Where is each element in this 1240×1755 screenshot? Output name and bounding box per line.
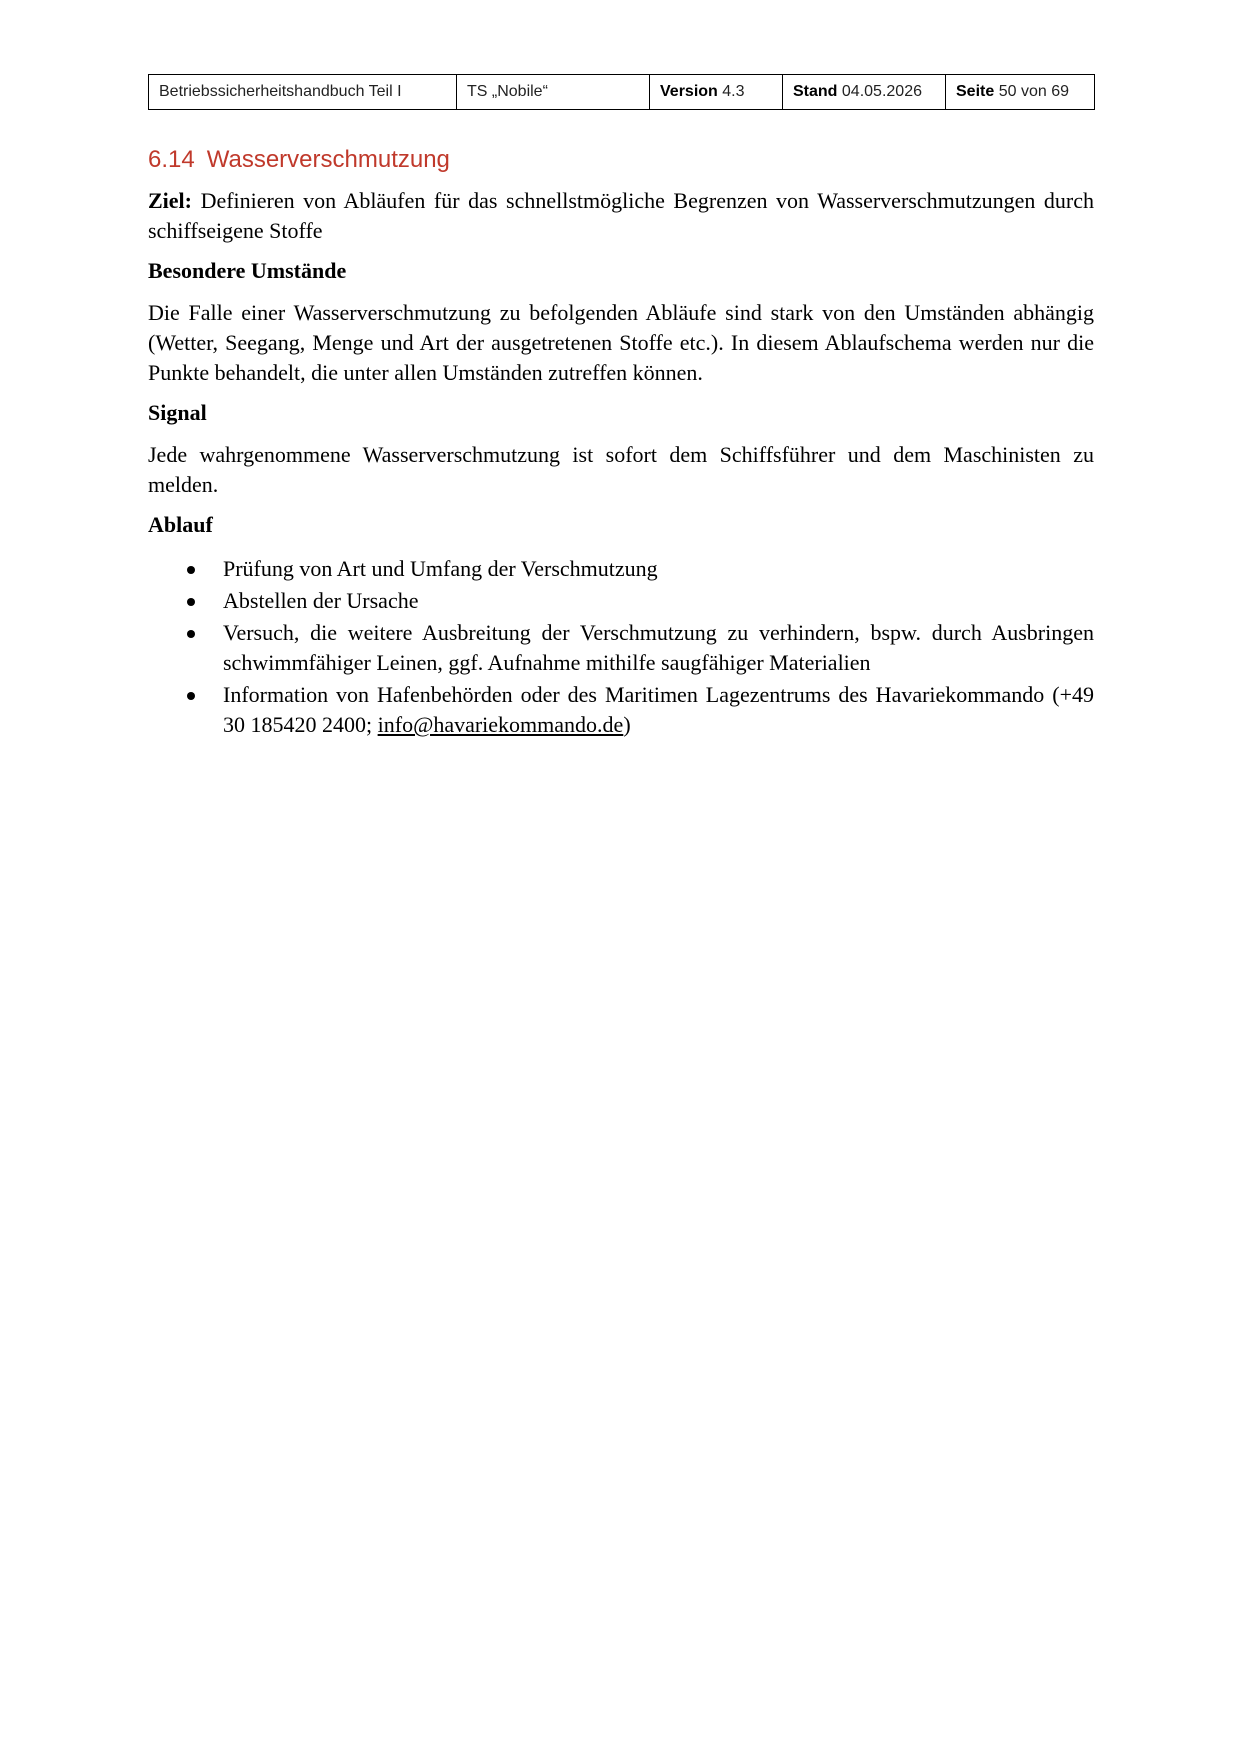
ziel-text: Definieren von Abläufen für das schnellstmögliche Begrenzen von Wasserverschmutzungen durch schiffseigene Stoffe	[148, 188, 1094, 243]
stand-label: Stand	[793, 83, 838, 100]
header-document	[149, 75, 457, 110]
section-title	[148, 146, 1094, 174]
ziel-label: Ziel:	[148, 188, 192, 213]
version-label: Version	[660, 83, 718, 100]
signal-text: Jede wahrgenommene Wasserverschmutzung ist sofort dem Schiffsführer und dem Maschinisten zu melden.	[148, 442, 1094, 497]
header-page	[946, 75, 1095, 110]
umstaende-heading: Besondere Umstände	[148, 258, 347, 283]
ablauf-list	[148, 554, 1094, 740]
list-item: Abstellen der Ursache	[223, 586, 1094, 616]
header-ship-text: TS „Nobile“	[467, 83, 548, 100]
header-stand	[783, 75, 946, 110]
header-version	[650, 75, 783, 110]
header-ship	[457, 75, 650, 110]
page-value: 50 von 69	[998, 83, 1069, 100]
section-number: 6.14	[148, 146, 195, 173]
list-item	[223, 680, 1094, 740]
ablauf-heading: Ablauf	[148, 512, 213, 537]
list-item: Prüfung von Art und Umfang der Verschmutzung	[223, 554, 1094, 584]
signal-heading: Signal	[148, 400, 207, 425]
ziel-paragraph	[148, 186, 1094, 246]
section-title-text: Wasserverschmutzung	[206, 146, 450, 173]
header-document-text: Betriebssicherheitshandbuch Teil I	[159, 83, 402, 100]
stand-value: 04.05.2026	[841, 83, 922, 100]
header-table	[148, 74, 1095, 110]
email-link[interactable]: info@havariekommando.de	[377, 712, 624, 737]
umstaende-text: Die Falle einer Wasserverschmutzung zu befolgenden Abläufe sind stark von den Umständen abhängig (Wetter, Seegang, Menge und Art der ausgetretenen Stoffe etc.). In diesem Ablaufschema werden nur die Punkte behandelt, die unter allen Umständen zutreffen können.	[148, 300, 1094, 385]
page-content	[148, 146, 1094, 742]
page-label: Seite	[956, 83, 995, 100]
version-value: 4.3	[722, 83, 745, 100]
list-item-text: Information von Hafenbehörden oder des Maritimen Lagezentrums des Havariekommando (+49 30 185420 2400;	[223, 682, 1094, 737]
list-item: Versuch, die weitere Ausbreitung der Verschmutzung zu verhindern, bspw. durch Ausbringen schwimmfähiger Leinen, ggf. Aufnahme mithilfe saugfähiger Materialien	[223, 618, 1094, 678]
list-item-suffix: )	[623, 712, 631, 737]
